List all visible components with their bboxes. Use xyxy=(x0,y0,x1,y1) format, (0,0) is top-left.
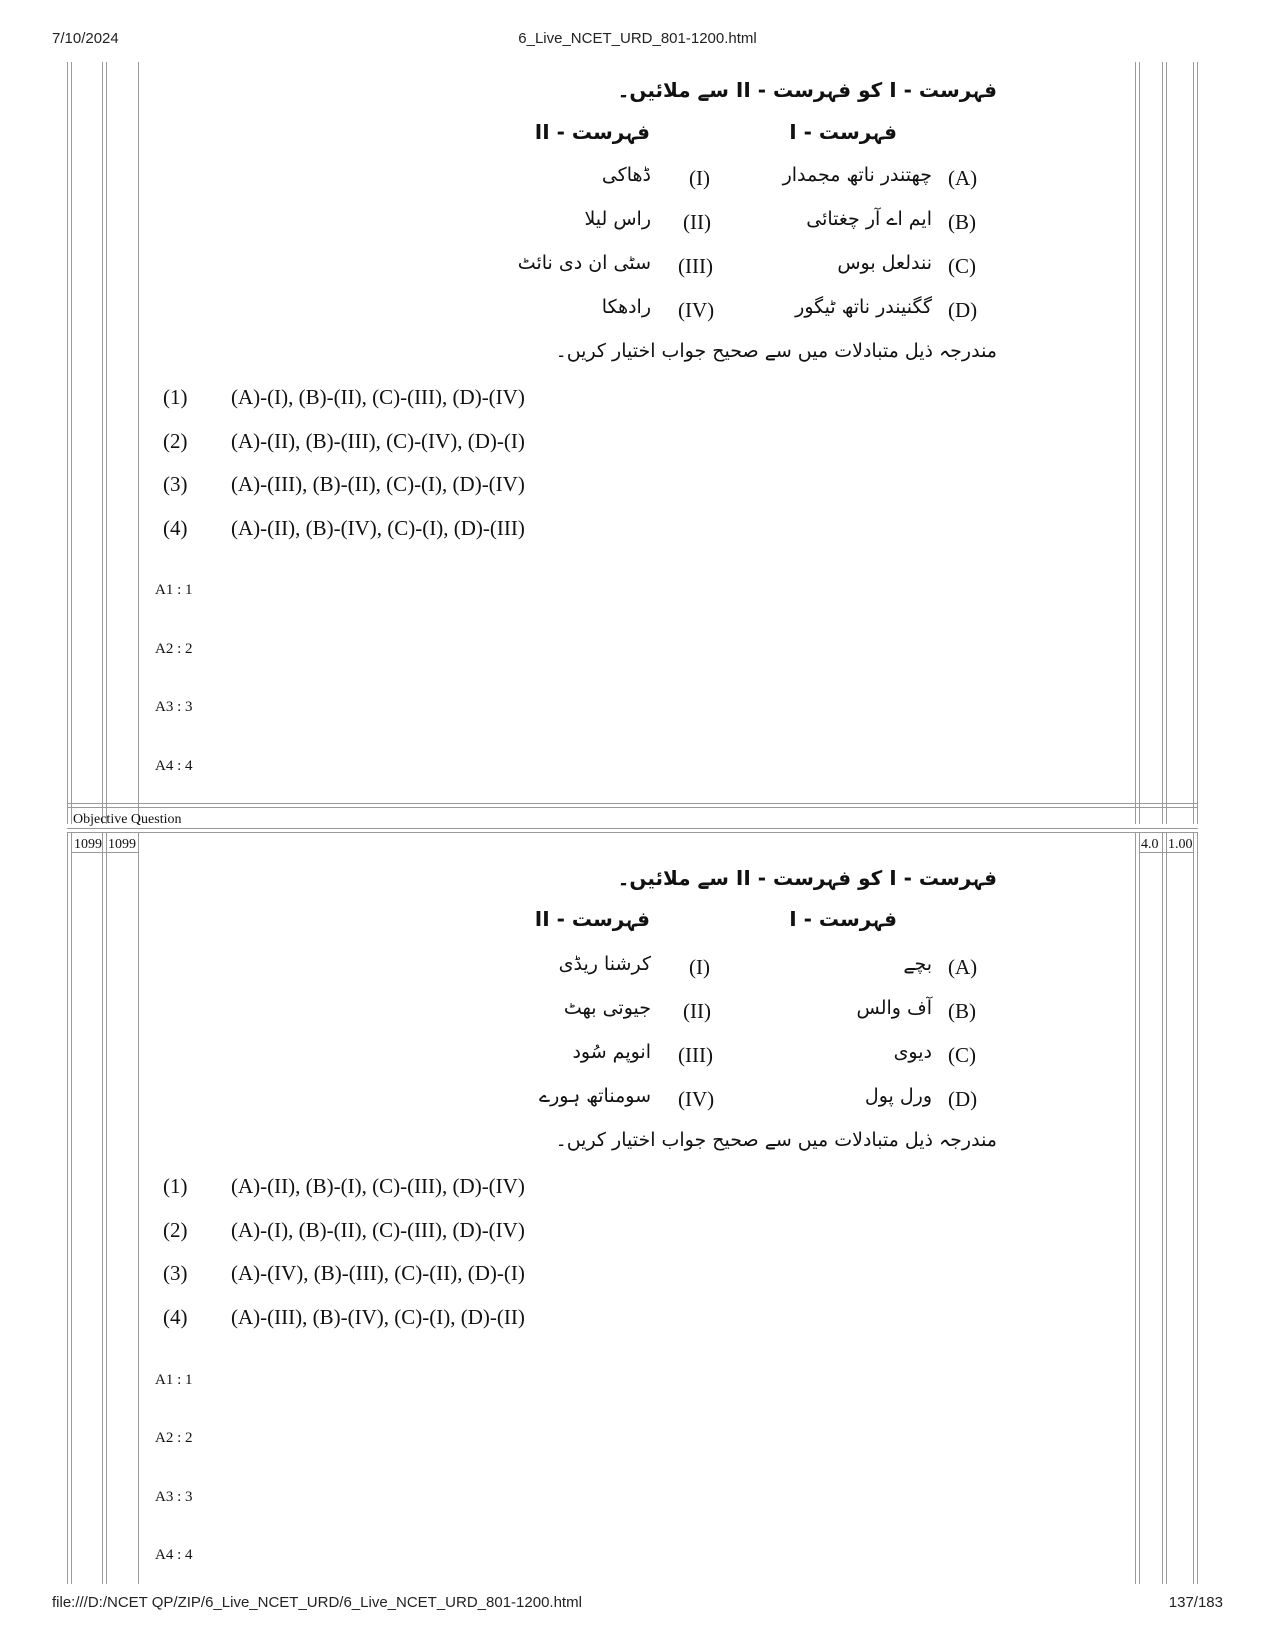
list-1-item: گگنیندر ناتھ ٹیگور xyxy=(795,296,932,318)
list-1-item: چھتندر ناتھ مجمدار xyxy=(782,164,932,186)
list-1-heading: فہرست - I xyxy=(789,907,897,931)
list-1-item: نندلعل بوس xyxy=(837,252,932,274)
list-2-item: انوپم سُود xyxy=(572,1041,651,1063)
option-number: (2) xyxy=(163,1218,188,1242)
print-date: 7/10/2024 xyxy=(52,30,119,47)
serial-number: 1099 xyxy=(74,837,102,852)
list-2-item: راس لیلا xyxy=(584,208,651,230)
row-numeral: (I) xyxy=(689,166,710,190)
option-number: (1) xyxy=(163,1174,188,1198)
list-1-item: ایم اے آر چغتائی xyxy=(806,208,932,230)
row-label: (C) xyxy=(948,254,976,278)
row-numeral: (II) xyxy=(683,210,711,234)
row-label: (A) xyxy=(948,955,978,979)
option-number: (4) xyxy=(163,1305,188,1329)
option-number: (2) xyxy=(163,429,188,453)
answer-option: A4 : 4 xyxy=(155,758,193,774)
option-number: (3) xyxy=(163,472,188,496)
answer-option: A3 : 3 xyxy=(155,1489,193,1505)
answer-option: A1 : 1 xyxy=(155,1372,193,1388)
row-label: (D) xyxy=(948,298,978,322)
option-text: (A)-(II), (B)-(III), (C)-(IV), (D)-(I) xyxy=(231,429,525,453)
list-1-heading: فہرست - I xyxy=(789,120,897,144)
option-text: (A)-(III), (B)-(IV), (C)-(I), (D)-(II) xyxy=(231,1305,525,1329)
instruction-text: مندرجہ ذیل متبادلات میں سے صحیح جواب اختیار کریں۔ xyxy=(555,340,997,362)
list-2-heading: فہرست - II xyxy=(534,907,650,931)
option-number: (1) xyxy=(163,385,188,409)
row-numeral: (IV) xyxy=(678,1087,715,1111)
row-numeral: (I) xyxy=(689,955,710,979)
question-id: 1099 xyxy=(108,837,136,852)
row-numeral: (III) xyxy=(678,1043,713,1067)
list-1-item: بچے xyxy=(903,953,932,975)
option-text: (A)-(II), (B)-(IV), (C)-(I), (D)-(III) xyxy=(231,516,525,540)
option-text: (A)-(I), (B)-(II), (C)-(III), (D)-(IV) xyxy=(231,1218,525,1242)
negative-marks: 1.00 xyxy=(1168,837,1193,852)
list-1-item: آف والس xyxy=(856,997,932,1019)
marks: 4.0 xyxy=(1141,837,1159,852)
option-text: (A)-(IV), (B)-(III), (C)-(II), (D)-(I) xyxy=(231,1261,525,1285)
list-2-item: سٹی ان دی نائٹ xyxy=(517,252,651,274)
instruction-text: مندرجہ ذیل متبادلات میں سے صحیح جواب اختیار کریں۔ xyxy=(555,1129,997,1151)
question-type-label: Objective Question xyxy=(73,812,182,827)
option-number: (4) xyxy=(163,516,188,540)
row-numeral: (IV) xyxy=(678,298,715,322)
list-2-item: ڈھاکی xyxy=(601,164,651,186)
answer-option: A2 : 2 xyxy=(155,1430,193,1446)
list-2-item: سومناتھ ہورے xyxy=(538,1085,651,1107)
print-title: 6_Live_NCET_URD_801-1200.html xyxy=(518,30,757,47)
answer-option: A1 : 1 xyxy=(155,582,193,598)
list-2-item: جیوتی بھٹ xyxy=(563,997,651,1019)
row-label: (D) xyxy=(948,1087,978,1111)
page-number: 137/183 xyxy=(1168,1594,1223,1611)
answer-option: A3 : 3 xyxy=(155,699,193,715)
print-url: file:///D:/NCET QP/ZIP/6_Live_NCET_URD/6_Live_NCET_URD_801-1200.html xyxy=(52,1594,582,1611)
row-label: (A) xyxy=(948,166,978,190)
row-label: (B) xyxy=(948,999,976,1023)
list-2-item: رادھکا xyxy=(601,296,651,318)
answer-option: A2 : 2 xyxy=(155,641,193,657)
row-label: (C) xyxy=(948,1043,976,1067)
list-1-item: ورل پول xyxy=(864,1085,932,1107)
question-title: فہرست - I کو فہرست - II سے ملائیں۔ xyxy=(617,866,997,890)
option-text: (A)-(III), (B)-(II), (C)-(I), (D)-(IV) xyxy=(231,472,525,496)
row-numeral: (II) xyxy=(683,999,711,1023)
list-2-heading: فہرست - II xyxy=(534,120,650,144)
option-text: (A)-(II), (B)-(I), (C)-(III), (D)-(IV) xyxy=(231,1174,525,1198)
option-number: (3) xyxy=(163,1261,188,1285)
question-title: فہرست - I کو فہرست - II سے ملائیں۔ xyxy=(617,78,997,102)
list-1-item: دیوی xyxy=(893,1041,932,1063)
list-2-item: کرشنا ریڈی xyxy=(558,953,651,975)
row-numeral: (III) xyxy=(678,254,713,278)
row-label: (B) xyxy=(948,210,976,234)
option-text: (A)-(I), (B)-(II), (C)-(III), (D)-(IV) xyxy=(231,385,525,409)
answer-option: A4 : 4 xyxy=(155,1547,193,1563)
